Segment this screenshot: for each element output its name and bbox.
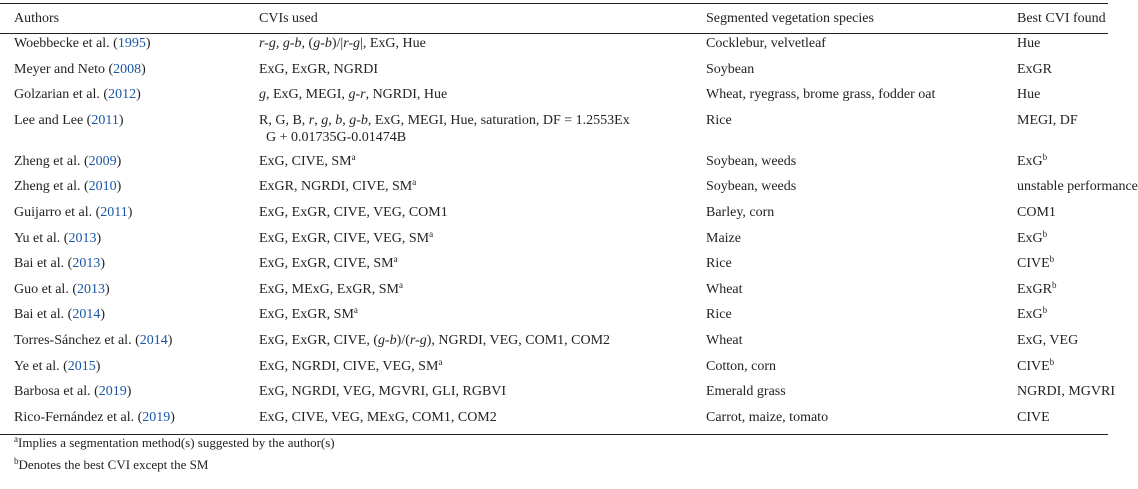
cell-species: Wheat, ryegrass, brome grass, fodder oat	[706, 87, 936, 103]
cell-author: Meyer and Neto (2008)	[14, 61, 146, 77]
cell-species: Rice	[706, 112, 732, 128]
table-row	[0, 151, 1108, 177]
cell-cvis-used: ExG, NGRDI, VEG, MGVRI, GLI, RGBVI	[259, 384, 507, 400]
table-row	[0, 356, 1108, 382]
cell-species: Emerald grass	[706, 384, 786, 400]
cell-author: Guo et al. (2013)	[14, 281, 110, 297]
cell-author: Woebbecke et al. (1995)	[14, 36, 151, 51]
author-name: Zheng et al. (	[14, 153, 89, 169]
cell-best-cvi: CIVE$^b$	[1017, 254, 1055, 272]
citation-year-link[interactable]: 2013	[72, 256, 101, 272]
citation-year-link[interactable]: 2009	[88, 153, 117, 169]
cell-best-cvi: MEGI, DF	[1017, 112, 1078, 128]
table-row	[0, 176, 1108, 202]
citation-year-link[interactable]: 2014	[72, 307, 101, 323]
cell-species: Barley, corn	[706, 204, 775, 220]
cell-cvis-used: ExG, ExGR, CIVE, VEG, COM1	[259, 204, 448, 220]
cvi-comparison-table	[0, 4, 1138, 432]
cell-species: Soybean, weeds	[706, 153, 797, 169]
table-row	[0, 407, 1108, 433]
citation-year-link[interactable]: 2011	[100, 204, 128, 220]
cell-author: Zheng et al. (2009)	[14, 153, 122, 169]
header-cvis-used: CVIs used	[259, 11, 318, 26]
author-name: Rico-Fernández et al. (	[14, 409, 143, 425]
cell-cvis-used: ExG, ExGR, $SM^a$	[259, 305, 358, 323]
cell-author: Zheng et al. (2010)	[14, 179, 122, 195]
citation-year-link[interactable]: 2019	[98, 384, 127, 400]
table-row	[0, 253, 1108, 279]
cell-species: Soybean	[706, 61, 755, 77]
author-name: Barbosa et al. (	[14, 384, 99, 400]
citation-year-link[interactable]: 2019	[142, 409, 171, 425]
citation-year-link[interactable]: 2010	[88, 179, 117, 195]
cell-cvis-used: r-g, g-b, (g-b)/|r-g|, ExG, Hue	[259, 36, 426, 51]
author-name: Lee and Lee (	[14, 112, 92, 128]
author-name: Guijarro et al. (	[14, 204, 101, 220]
cell-species: Cocklebur, velvetleaf	[706, 36, 826, 51]
footnote-b	[14, 454, 335, 476]
cell-cvis-used: g, ExG, MEGI, g-r, NGRDI, Hue	[259, 87, 448, 103]
cell-cvis-used: ExG, MExG, ExGR, $SM^a$	[259, 279, 404, 297]
footnote-mark: a	[14, 434, 18, 444]
cell-species: Soybean, weeds	[706, 179, 797, 195]
cell-best-cvi: CIVE$^b$	[1017, 356, 1055, 374]
author-name: Woebbecke et al. (	[14, 36, 118, 51]
cell-species: Wheat	[706, 281, 743, 297]
table-row	[0, 304, 1108, 330]
cell-best-cvi: ExG, VEG	[1017, 332, 1079, 348]
author-name: Ye et al. (	[14, 358, 68, 374]
citation-year-link[interactable]: 2012	[108, 87, 137, 103]
citation-year-link[interactable]: 2011	[91, 112, 119, 128]
table-row	[0, 279, 1108, 305]
cell-author: Golzarian et al. (2012)	[14, 87, 141, 103]
cell-best-cvi: unstable performance	[1017, 179, 1138, 195]
author-name: Bai et al. (	[14, 307, 73, 323]
cell-cvis-used: ExG, CIVE, $SM^a$	[259, 151, 356, 169]
cell-best-cvi: CIVE	[1017, 409, 1050, 425]
citation-year-link[interactable]: 2014	[139, 332, 168, 348]
cell-best-cvi: Hue	[1017, 87, 1041, 103]
citation-year-link[interactable]: 2008	[113, 61, 142, 77]
cell-author: Bai et al. (2014)	[14, 307, 105, 323]
header-segmented-species: Segmented vegetation species	[706, 11, 874, 26]
header-best-cvi: Best CVI found	[1017, 11, 1106, 26]
cell-cvis-used: ExG, ExGR, NGRDI	[259, 61, 378, 77]
table-row	[0, 110, 1108, 151]
table-row	[0, 330, 1108, 356]
table-header-row	[0, 4, 1108, 33]
cell-author: Yu et al. (2013)	[14, 230, 102, 246]
cell-cvis-used: R, G, B, r, g, b, g-b, ExG, MEGI, Hue, saturation, DF = 1.2553Ex G + 0.01735G-0.01474B	[259, 112, 630, 145]
cell-author: Barbosa et al. (2019)	[14, 384, 132, 400]
cell-best-cvi: NGRDI, MGVRI	[1017, 384, 1115, 400]
cell-species: Wheat	[706, 332, 743, 348]
cell-author: Lee and Lee (2011)	[14, 112, 124, 128]
cell-author: Torres-Sánchez et al. (2014)	[14, 332, 173, 348]
citation-year-link[interactable]: 2015	[67, 358, 96, 374]
footnote-text: Implies a segmentation method(s) suggested by the author(s)	[18, 435, 335, 450]
footnote-text: Denotes the best CVI except the SM	[18, 457, 209, 472]
footnote-mark: b	[14, 456, 19, 466]
cell-cvis-used: ExGR, NGRDI, CIVE, $SM^a$	[259, 177, 417, 195]
cell-author: Guijarro et al. (2011)	[14, 204, 133, 220]
author-name: Yu et al. (	[14, 230, 69, 246]
cell-best-cvi: ExG$^b$	[1017, 228, 1048, 246]
cell-author: Ye et al. (2015)	[14, 358, 101, 374]
author-name: Zheng et al. (	[14, 179, 89, 195]
cell-best-cvi: COM1	[1017, 204, 1056, 220]
cell-author: Rico-Fernández et al. (2019)	[14, 409, 175, 425]
cell-best-cvi: Hue	[1017, 36, 1041, 51]
author-name: Guo et al. (	[14, 281, 77, 297]
cell-species: Cotton, corn	[706, 358, 776, 374]
cell-cvis-used: ExG, ExGR, CIVE, (g-b)/(r-g), NGRDI, VEG, COM1, COM2	[259, 332, 611, 348]
table-row	[0, 228, 1108, 254]
cell-best-cvi: ExGR$^b$	[1017, 279, 1057, 297]
cell-species: Carrot, maize, tomato	[706, 409, 829, 425]
cell-species: Rice	[706, 256, 732, 272]
cell-best-cvi: ExG$^b$	[1017, 151, 1048, 169]
cell-cvis-used: ExG, ExGR, CIVE, $SM^a$	[259, 254, 398, 272]
cell-cvis-used: ExG, NGRDI, CIVE, VEG, $SM^a$	[259, 356, 443, 374]
citation-year-link[interactable]: 1995	[117, 36, 146, 51]
citation-year-link[interactable]: 2013	[68, 230, 97, 246]
cell-species: Rice	[706, 307, 732, 323]
cell-cvis-used: ExG, CIVE, VEG, MExG, COM1, COM2	[259, 409, 497, 425]
cell-species: Maize	[706, 230, 741, 246]
header-authors: Authors	[14, 11, 60, 26]
table-row	[0, 33, 1108, 59]
author-name: Meyer and Neto (	[14, 61, 114, 77]
author-name: Torres-Sánchez et al. (	[14, 332, 140, 348]
citation-year-link[interactable]: 2013	[76, 281, 105, 297]
table-row	[0, 84, 1108, 110]
table-row	[0, 381, 1108, 407]
cell-author: Bai et al. (2013)	[14, 256, 105, 272]
footnote-a	[14, 432, 335, 454]
author-name: Golzarian et al. (	[14, 87, 109, 103]
cell-best-cvi: ExG$^b$	[1017, 305, 1048, 323]
author-name: Bai et al. (	[14, 256, 73, 272]
table-footnotes	[14, 432, 335, 476]
table-row	[0, 59, 1108, 85]
cell-cvis-used: ExG, ExGR, CIVE, VEG, $SM^a$	[259, 228, 434, 246]
cell-best-cvi: ExGR	[1017, 61, 1052, 77]
table-row	[0, 202, 1108, 228]
